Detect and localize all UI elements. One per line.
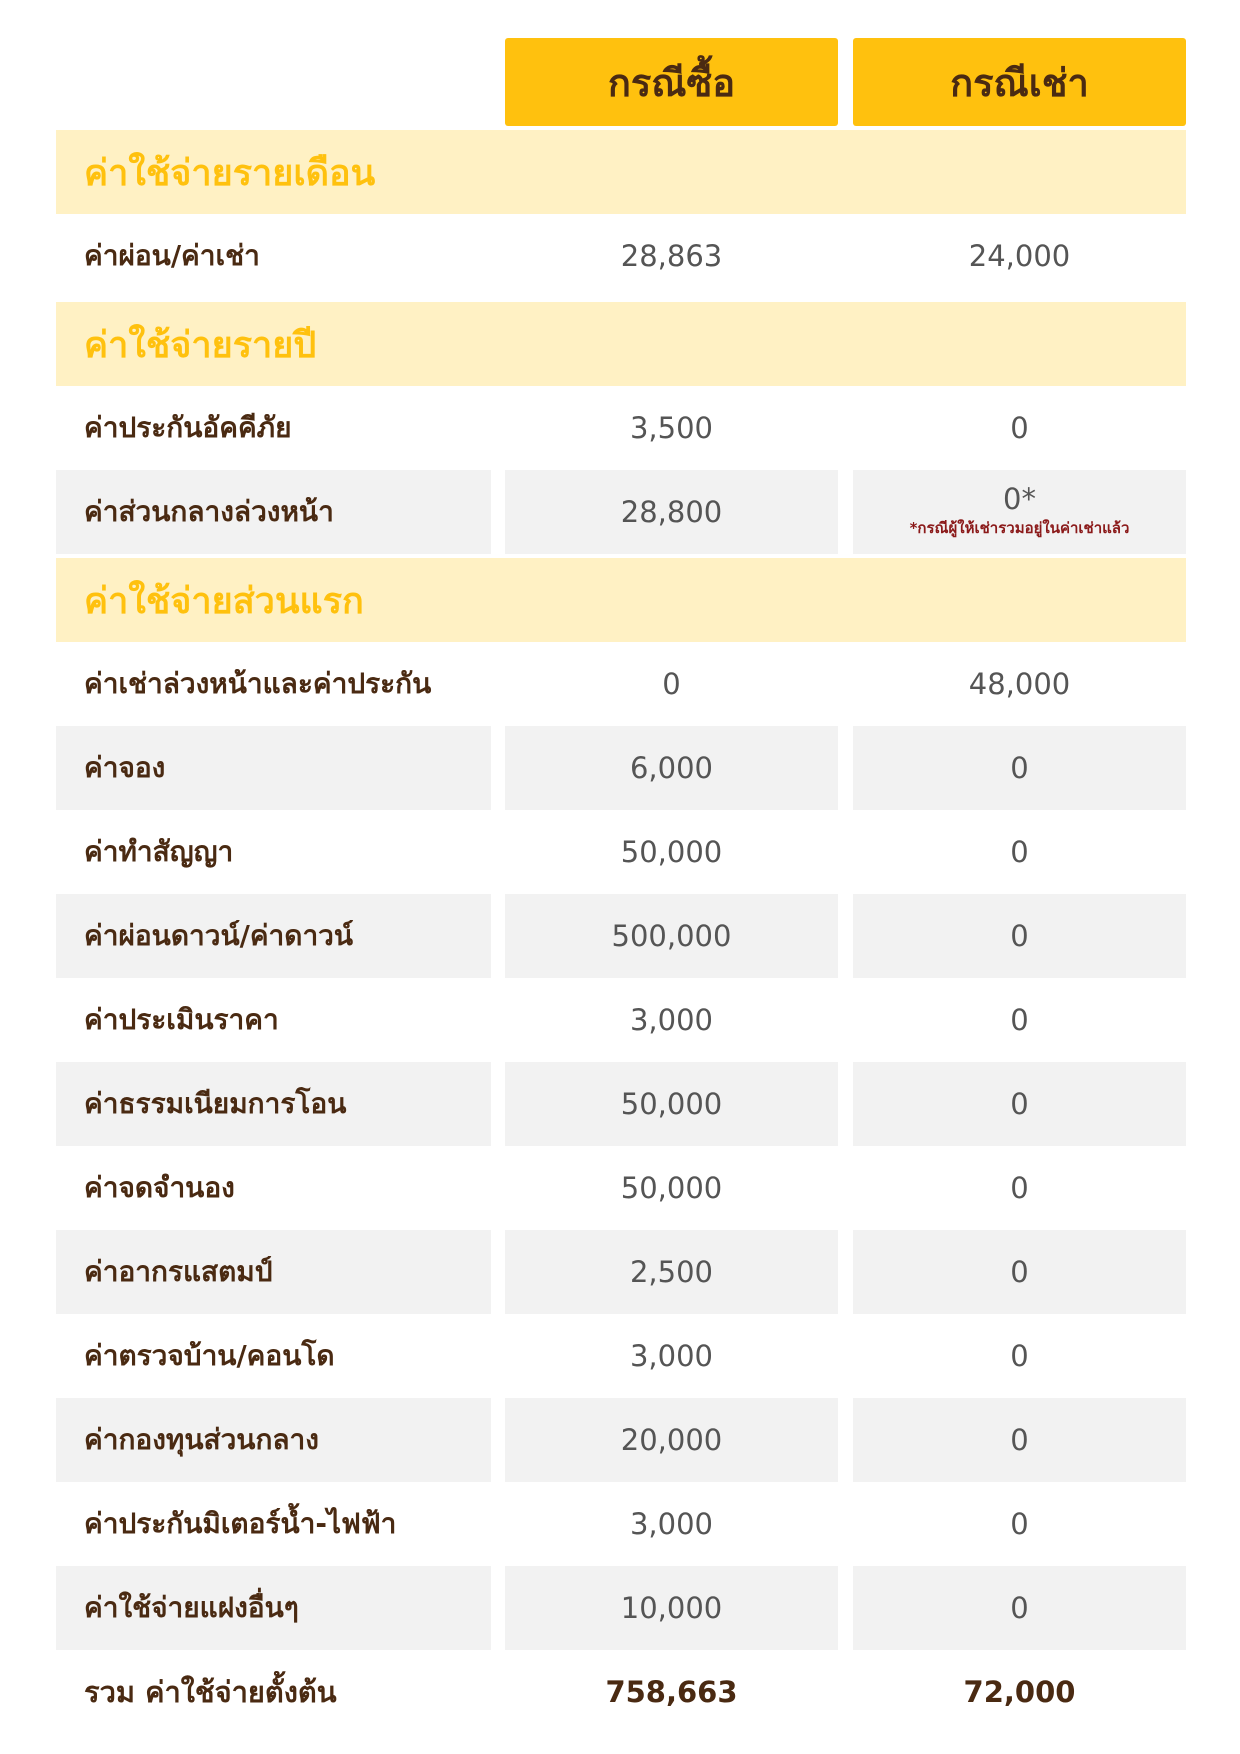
row-label: ค่าประกันมิเตอร์น้ำ-ไฟฟ้า	[84, 1507, 397, 1540]
row-label: ค่าอากรแสตมป์	[56, 1230, 491, 1314]
row-label: ค่าธรรมเนียมการโอน	[56, 1062, 491, 1146]
row-label: ค่าจอง	[56, 726, 491, 810]
buy-value: 500,000	[505, 894, 838, 978]
buy-value: 20,000	[505, 1398, 838, 1482]
row-label: ค่าผ่อน/ค่าเช่า	[84, 239, 260, 272]
rent-value: 24,000	[968, 239, 1071, 273]
row-label: ค่าตรวจบ้าน/คอนโด	[84, 1339, 335, 1372]
buy-value: 28,800	[505, 470, 838, 554]
footnote: *กรณีผู้ให้เช่ารวมอยู่ในค่าเช่าแล้ว	[909, 519, 1130, 537]
buy-value: 6,000	[505, 726, 838, 810]
section-monthly: ค่าใช้จ่ายรายเดือน	[56, 130, 1186, 214]
row-label: ค่าประกันอัคคีภัย	[84, 411, 292, 444]
row-label: ค่าจดจำนอง	[84, 1171, 235, 1204]
buy-value: 50,000	[505, 1062, 838, 1146]
table-row	[56, 978, 1186, 1062]
rent-value: 0	[1010, 1507, 1029, 1541]
buy-value: 50,000	[620, 1171, 723, 1205]
row-label: ค่าเช่าล่วงหน้าและค่าประกัน	[84, 667, 432, 700]
rent-value-with-note	[853, 470, 1186, 554]
row-label: ค่าส่วนกลางล่วงหน้า	[56, 470, 491, 554]
row-label: ค่ากองทุนส่วนกลาง	[56, 1398, 491, 1482]
total-rent: 72,000	[963, 1675, 1076, 1709]
table-row	[56, 894, 1186, 978]
buy-value: 2,500	[505, 1230, 838, 1314]
section-initial: ค่าใช้จ่ายส่วนแรก	[56, 558, 1186, 642]
table-row	[56, 1566, 1186, 1650]
rent-value: 0*	[1003, 482, 1036, 516]
rent-value: 0	[853, 894, 1186, 978]
rent-value: 0	[1010, 1171, 1029, 1205]
rent-value: 0	[853, 1398, 1186, 1482]
buy-value: 3,000	[629, 1003, 714, 1037]
table-row	[56, 726, 1186, 810]
table-row	[56, 470, 1186, 554]
buy-value: 10,000	[505, 1566, 838, 1650]
buy-value: 3,500	[629, 411, 714, 445]
header-rent: กรณีเช่า	[853, 38, 1186, 126]
row-label: ค่าผ่อนดาวน์/ค่าดาวน์	[56, 894, 491, 978]
table-row	[56, 1146, 1186, 1230]
rent-value: 0	[1010, 835, 1029, 869]
header-buy: กรณีซื้อ	[505, 38, 838, 126]
cost-comparison-table	[56, 38, 1186, 1734]
buy-value: 3,000	[629, 1339, 714, 1373]
table-row	[56, 1062, 1186, 1146]
rent-value: 0	[853, 1566, 1186, 1650]
total-buy: 758,663	[605, 1675, 738, 1709]
rent-value: 0	[1010, 1339, 1029, 1373]
buy-value: 0	[662, 667, 681, 701]
row-label: ค่าทำสัญญา	[84, 835, 234, 868]
table-row	[56, 810, 1186, 894]
rent-value: 0	[1010, 1003, 1029, 1037]
buy-value: 28,863	[620, 239, 723, 273]
table-row	[56, 386, 1186, 470]
buy-value: 50,000	[620, 835, 723, 869]
rent-value: 0	[853, 1230, 1186, 1314]
total-row	[56, 1650, 1186, 1734]
table-row	[56, 1314, 1186, 1398]
table-row	[56, 214, 1186, 298]
rent-value: 0	[853, 1062, 1186, 1146]
table-row	[56, 1230, 1186, 1314]
row-label: ค่าใช้จ่ายแฝงอื่นๆ	[56, 1566, 491, 1650]
buy-value: 3,000	[629, 1507, 714, 1541]
table-row	[56, 1482, 1186, 1566]
rent-value: 0	[853, 726, 1186, 810]
total-label: รวม ค่าใช้จ่ายตั้งต้น	[84, 1675, 337, 1709]
rent-value: 0	[1010, 411, 1029, 445]
row-label: ค่าประเมินราคา	[84, 1003, 279, 1036]
table-row	[56, 1398, 1186, 1482]
table-row	[56, 642, 1186, 726]
section-yearly: ค่าใช้จ่ายรายปี	[56, 302, 1186, 386]
table-header	[56, 38, 1186, 126]
rent-value: 48,000	[968, 667, 1071, 701]
